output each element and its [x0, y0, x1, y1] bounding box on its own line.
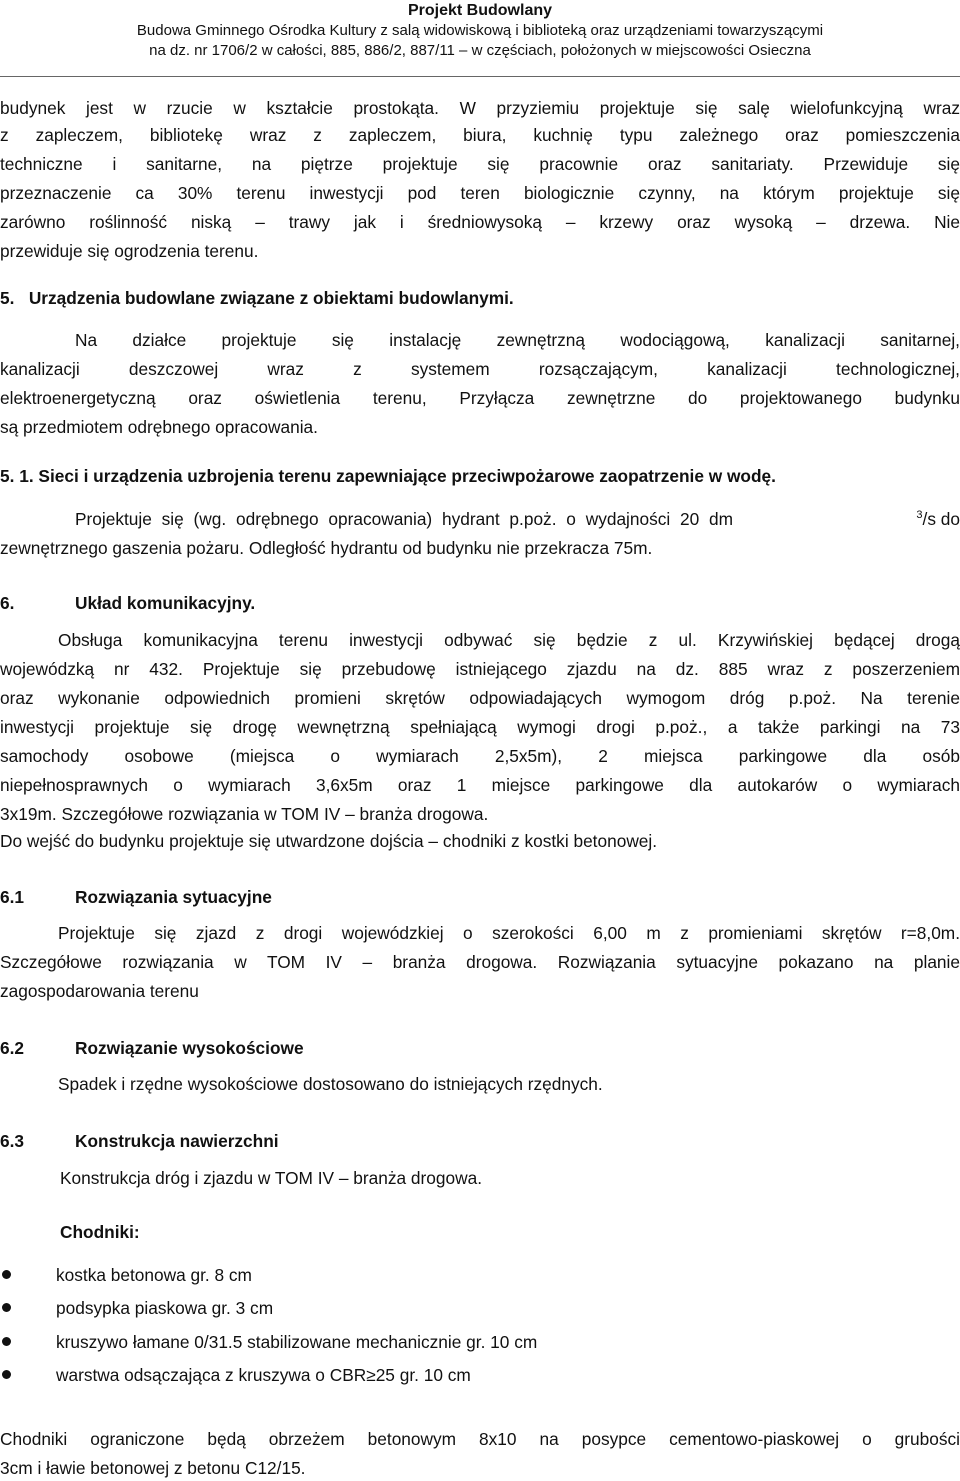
list-item: kostka betonowa gr. 8 cm — [56, 1265, 252, 1285]
list-item: kruszywo łamane 0/31.5 stabilizowane mechanicznie gr. 10 cm — [56, 1332, 538, 1352]
section-6-line: Obsługa komunikacyjna terenu inwestycji odbywać się będzie z ul. Krzywińskiej będącej drogą — [58, 630, 960, 650]
closing-line: 3cm i ławie betonowej z betonu C12/15. — [0, 1458, 306, 1478]
intro-line: techniczne i sanitarne, na piętrze projektuje się pracownie oraz sanitariaty. Przewiduje się — [0, 154, 960, 174]
hydrant-text: Projektuje się (wg. odrębnego opracowania) hydrant p.poż. o wydajności 20 dm — [75, 509, 734, 529]
section-6-line: 3x19m. Szczegółowe rozwiązania w TOM IV – branża drogowa. — [0, 804, 489, 824]
bullet-icon — [2, 1370, 11, 1379]
intro-line: przeznaczenie ca 30% terenu inwestycji pod teren biologicznie czynny, na którym projektuje się — [0, 183, 960, 203]
hydrant-unit-tail — [916, 508, 960, 530]
section-6-2-heading — [0, 1037, 960, 1059]
section-6-heading — [0, 592, 960, 614]
section-5-1-heading: 5. 1. Sieci i urządzenia uzbrojenia terenu zapewniające przeciwpożarowe zaopatrzenie w wodę. — [0, 466, 776, 486]
bullet-icon — [2, 1337, 11, 1346]
header-location-line: na dz. nr 1706/2 w całości, 885, 886/2, 887/11 – w częściach, położonych w miejscowości Osieczna — [149, 42, 811, 59]
section-6-line: Do wejść do budynku projektuje się utwardzone dojścia – chodniki z kostki betonowej. — [0, 831, 658, 851]
section-5-line: Na działce projektuje się instalację zewnętrzną wodociągową, kanalizacji sanitarnej, — [75, 330, 960, 350]
section-6-3-number: 6.3 — [0, 1131, 25, 1151]
section-6-3-line: Konstrukcja dróg i zjazdu w TOM IV – branża drogowa. — [60, 1168, 482, 1188]
section-6-line: niepełnosprawnych o wymiarach 3,6x5m oraz 1 miejsce parkingowe dla autokarów o wymiarach — [0, 775, 960, 795]
hydrant-tail-text: /s do — [922, 509, 960, 529]
intro-line: zarówno roślinność niską – trawy jak i średniowysoką – krzewy oraz wysoką – drzewa. Nie — [0, 212, 960, 232]
section-6-2-line: Spadek i rzędne wysokościowe dostosowano do istniejących rzędnych. — [58, 1074, 603, 1094]
closing-line: Chodniki ograniczone będą obrzeżem betonowym 8x10 na posypce cementowo-piaskowej o grubości — [0, 1429, 960, 1449]
list-item: podsypka piaskowa gr. 3 cm — [56, 1298, 274, 1318]
section-5-1-line: zewnętrznego gaszenia pożaru. Odległość hydrantu od budynku nie przekracza 75m. — [0, 538, 653, 558]
section-6-1-line: Projektuje się zjazd z drogi wojewódzkiej o szerokości 6,00 m z promieniami skrętów r=8,0m. — [58, 923, 960, 943]
intro-line: z zapleczem, bibliotekę wraz z zapleczem, biura, kuchnię typu zależnego oraz pomieszczenia — [0, 125, 960, 145]
section-6-1-number: 6.1 — [0, 887, 25, 907]
section-6-line: wojewódzką nr 432. Projektuje się przebudowę istniejącego zjazdu na dz. 885 wraz z poszerzeniem — [0, 659, 960, 679]
section-6-2-number: 6.2 — [0, 1038, 25, 1058]
list-item: warstwa odsączająca z kruszywa o CBR≥25 gr. 10 cm — [56, 1365, 471, 1385]
superscript-3: 3 — [916, 509, 923, 522]
section-6-line: inwestycji projektuje się drogę wewnętrzną spełniającą wymogi drogi p.poż., a także parkingi na 73 — [0, 717, 960, 737]
section-5-heading: 5. Urządzenia budowlane związane z obiektami budowlanymi. — [0, 288, 514, 308]
section-5-line: są przedmiotem odrębnego opracowania. — [0, 417, 318, 437]
chodniki-heading: Chodniki: — [60, 1222, 140, 1242]
header-project-line: Budowa Gminnego Ośrodka Kultury z salą widowiskową i biblioteką oraz urządzeniami towarzyszącymi — [136, 22, 824, 39]
section-5-1-line — [75, 508, 960, 530]
section-6-1-heading — [0, 886, 960, 908]
section-6-number: 6. — [0, 593, 15, 613]
section-6-1-title: Rozwiązania sytuacyjne — [75, 887, 272, 907]
section-6-line: samochody osobowe (miejsca o wymiarach 2,5x5m), 2 miejsca parkingowe dla osób — [0, 746, 960, 766]
header-divider — [0, 76, 960, 77]
bullet-icon — [2, 1303, 11, 1312]
section-6-title: Układ komunikacyjny. — [75, 593, 256, 613]
intro-line: przewiduje się ogrodzenia terenu. — [0, 241, 259, 261]
section-6-line: oraz wykonanie odpowiednich promieni skrętów odpowiadających wymogom dróg p.poż. Na terenie — [0, 688, 960, 708]
section-6-3-title: Konstrukcja nawierzchni — [75, 1131, 279, 1151]
section-6-1-line: zagospodarowania terenu — [0, 981, 199, 1001]
page-header — [0, 0, 960, 61]
section-6-2-title: Rozwiązanie wysokościowe — [75, 1038, 304, 1058]
section-5-line: elektroenergetyczną oraz oświetlenia terenu, Przyłącza zewnętrzne do projektowanego budynku — [0, 388, 960, 408]
intro-line: budynek jest w rzucie w kształcie prostokąta. W przyziemiu projektuje się salę wielofunkcyjną wraz — [0, 98, 960, 118]
section-6-1-line: Szczegółowe rozwiązania w TOM IV – branża drogowa. Rozwiązania sytuacyjne pokazano na planie — [0, 952, 960, 972]
bullet-icon — [2, 1270, 11, 1279]
section-6-3-heading — [0, 1130, 960, 1152]
header-title: Projekt Budowlany — [407, 2, 553, 19]
section-5-line: kanalizacji deszczowej wraz z systemem rozsączającym, kanalizacji technologicznej, — [0, 359, 960, 379]
